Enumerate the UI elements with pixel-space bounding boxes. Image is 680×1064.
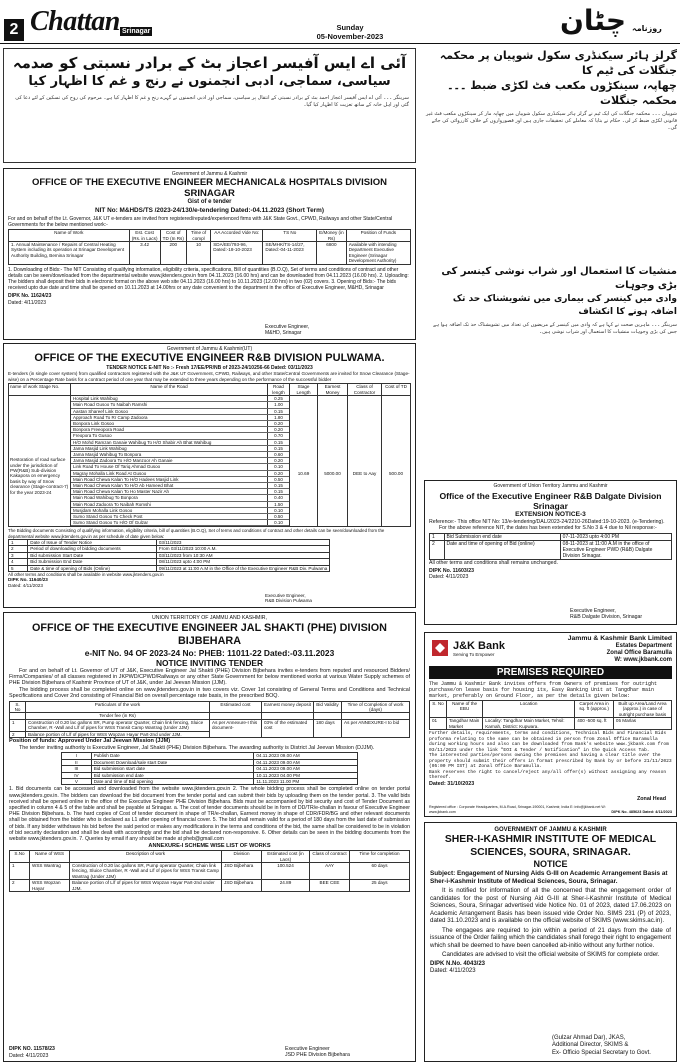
table-cell: Document Download/sale start Date: [91, 759, 254, 765]
road-name: Main Road Chewa Kalan To H/O Hadees Masjid Link: [73, 476, 179, 482]
work-desc: Restoration of road surface under the jurisdiction of PW(R&B) Sub-division Kakapora on emergency basis by way of Snow clearance (Stage-contract-7) for the year 2023-24: [10, 457, 69, 495]
road-length: 1.00: [267, 402, 289, 407]
table-cell: 4: [9, 559, 28, 565]
ad-notes: 1. Downloading of Bids:- The NIT Consisting of qualifying information, eligibility criteria, specifications, Bill of quantities (B.O.Q), Set of terms and conditions of contract and other details can be seen/downloaded from the departmental website www.jktenders.gov.in from 04.11.2023 (16.00 hrs) and can be downloaded from 04.11.2023 (16.00 hrs). 2. Uploading: The bidders shall deposit their bids in electronic format on the above web site 04.11.2023 (16.00 hrs) to 10.11.2023 (12.00 hrs) in two (02) covers. 3. Opening of Bids:- The bids received upto due date and time shall be opened on 10.11.2023 at 14.00hrs or any date convenient to the department in the office of Executive Engineer, M&HD, Srinagar: [8, 266, 409, 292]
class-col: [347, 383, 381, 527]
table-cell: 08-11-2023 at 11:00 A.M in the office of Executive Engineer PWD (R&B) Dalgate Division Srinagar.: [560, 540, 671, 559]
signature-line: R&B Division Pulwama: [265, 598, 312, 604]
road-name: Bonpora Freeopora Road: [73, 427, 125, 433]
table-cell: 2: [10, 731, 26, 737]
road-name: Aastan Shareef Link Gosoo: [73, 408, 129, 414]
ad-intro: E-tenders (in single cover system) from qualified contractors registered with the J&K UT Government, CPWD, Railways, and other State/Central Governments are invited for Snow Clearance (Stage-wise) on a Percentage Rate basis for a contract period of one year that may be extended to three years depending on the performance of the successful bidder: [8, 371, 410, 382]
col-header: Carpet Area in sq. ft (approx.): [575, 701, 614, 718]
edition-label: Srinagar: [122, 28, 151, 35]
table-cell: 11.11.2023 11.00 PM: [254, 779, 358, 785]
table-cell: Tangdhar Main Market: [446, 718, 482, 730]
table-cell: 05 Marlas: [613, 718, 671, 730]
col-header: Description of work: [70, 851, 222, 863]
table-cell: 25 days: [350, 880, 410, 892]
masthead-rule: [0, 43, 680, 44]
col-header: Name of the EBU: [446, 701, 482, 718]
road-name: Link Road To House Of Tariq Ahmad Gusoo: [73, 464, 161, 470]
annexure-title: ANNEXURE-I SCHEME WISE LIST OF WORKS: [148, 843, 271, 850]
table-cell: 10.11.2023 04.00 PM: [254, 772, 358, 778]
table-cell: Bid submission start date: [91, 766, 254, 772]
urdu-logo: چٹان: [560, 4, 627, 37]
table-cell: Date and time of opening of Bid (online): [444, 540, 560, 559]
table-cell: 03% of the estimated cost: [262, 719, 314, 737]
road-name: Hospital Link Wahibug: [73, 396, 118, 402]
col-header: S. No: [10, 701, 26, 713]
table-row: [9, 241, 411, 264]
table-cell: 10: [186, 241, 210, 264]
road-name: Jama Masjid Wahibug To Bonpora: [73, 452, 142, 458]
col-header: Time of Completion of work (days): [342, 701, 410, 713]
table-cell: AAY: [310, 863, 350, 880]
bank-reserve: Bank reserves the right to cancel/reject any/all offer(s) without assigning any reason thereof.: [429, 769, 667, 781]
table-cell: 1: [9, 539, 28, 545]
road-name: Main Road Chewa Kalan To H/O Ab Hameed Bhat: [73, 483, 174, 489]
road-length: 0.60: [267, 452, 289, 457]
signature-line: Executive Engineer,: [265, 323, 310, 330]
table-cell: 04.11.2023 09.00 AM: [254, 766, 358, 772]
road-name: Sumo Stand Gosoo To H/O Of Gulzar: [73, 520, 148, 526]
dipk-number: DIPK No. 11603/23: [429, 567, 474, 574]
table-cell: 1. Annual Maintenance / Repairs of Central Heating System including its operation at Srinagar Development Authority Building, Bemina Srinagar: [9, 241, 130, 264]
table-cell: I: [62, 753, 92, 759]
urdu-headline-2: سیاسی، سماجی، ادبی انجمنوں نے رنج و غم کا اظہار کیا: [28, 74, 391, 89]
road-length: 0.20: [267, 458, 289, 463]
signature-line: JSD PHE Division Bijbehara: [285, 1052, 350, 1059]
stage-col: [289, 383, 317, 527]
urdu-story-left: [3, 48, 416, 163]
urdu-body-right-2: سرینگر ۔۔۔ ماہرین صحت نے کہا ہے کہ وادی میں کینسر کے مریضوں کی تعداد میں تشویشناک حد تک اضافہ ہوا ہے جس کی بڑی وجوہات منشیات کا استعمال اور شراب نوشی ہیں۔: [433, 322, 677, 335]
bank-details: Further details, requirements, terms and conditions, Technical Bids and Financial Bids proforma relating to the same can be obtained in person from Zonal Office Baramulla during working hours and also can be downloaded from Bank's website www.jkbank.com from 03/11/2023 under the link "EOI & Tender / Notification" in the Quick Access Tab.: [429, 731, 669, 753]
ad-notice: NOTICE: [533, 859, 568, 869]
work-cell: [8, 383, 70, 527]
table-cell: 04.11.2023 09.00 AM: [254, 753, 358, 759]
ad-nit: TENDER NOTICE E-NIT No :- Fresh 17/EE/PR/NB of 2023-24/10256-66 Dated: 03/11/2023: [106, 365, 313, 372]
col-header: Particulars of the work: [26, 701, 210, 713]
table-cell: 04.11.2023 09.00 AM: [254, 759, 358, 765]
table-cell: 5: [9, 565, 28, 571]
works-table: [9, 701, 410, 738]
masthead-logo: Chattan: [30, 6, 120, 37]
signature-line: Ex- Officio Special Secretary to Govt.: [552, 1049, 651, 1056]
dipk-number: DIPK No. 11640/23: [8, 577, 48, 583]
table-cell: 2: [10, 880, 30, 892]
table-cell: 3.42: [129, 241, 160, 264]
col-header: Name of the Road: [150, 384, 188, 390]
ad-dated: Dated: 4/11/2023: [8, 299, 46, 306]
road-length: 0.20: [267, 421, 289, 426]
table-row: [62, 779, 358, 785]
road-name: Main Road Zadoora To Naibah Romshi: [73, 501, 151, 507]
road-length: 0.15: [267, 446, 289, 451]
masthead: [0, 0, 680, 44]
table-cell: Bid Submission End Date: [28, 559, 157, 565]
table-cell: 400 -500 sq. ft: [575, 718, 614, 730]
table-cell: 60 days: [350, 863, 410, 880]
col-header: Estimated cost: [210, 701, 262, 713]
table-cell: IV: [62, 772, 92, 778]
masthead-day: Sunday: [336, 23, 364, 32]
table-cell: SDA/EE/793-96, Dated:-18-10-2023: [211, 241, 263, 264]
road-length: 0.50: [267, 477, 289, 482]
premises-banner: PREMISES REQUIRED: [429, 666, 672, 679]
table-cell: V: [62, 779, 92, 785]
ad-jal-shakti: [3, 612, 416, 1062]
road-name: Main Road Chewa Kalan To Ho Master Nazir Ah: [73, 489, 169, 495]
ad-reference: Reference:- This office NIT No: 13/e-tendering/DAL/2023-24/2210-26Dated:19-10-2023. (e-Tendering).: [429, 519, 665, 526]
contractor-class: DEE to Aay: [352, 471, 377, 477]
road-length: 0.40: [267, 495, 289, 500]
ad-signature: [265, 593, 355, 604]
table-row: [9, 565, 330, 571]
col-header: Class of contract: [310, 851, 350, 863]
col-header: Stage Length: [290, 384, 317, 396]
table-cell: 3: [9, 552, 28, 558]
col-header: Built up Area/Land Area (approx.) in case of outright purchase basis: [613, 701, 671, 718]
ad-nit: NIT No: M&HDS/TS /2023-24/130/e-tendering Dated:-04.11.2023 (Short Term): [95, 206, 324, 214]
table-row: [10, 719, 410, 731]
col-header: Cost of TD: [382, 384, 410, 396]
table-cell: Date and time of Bid opening: [91, 779, 254, 785]
ad-title: OFFICE OF THE EXECUTIVE ENGINEER JAL SHAKTI (PHE) DIVISION BIJBEHARA: [32, 621, 387, 647]
ad-title: OFFICE OF THE EXECUTIVE ENGINEER R&B DIVISION PULWAMA.: [34, 352, 385, 365]
ad-govt: GOVERNMENT OF JAMMU & KASHMIR: [494, 827, 607, 833]
bank-hdr1: Jammu & Kashmir Bank Limited: [567, 635, 672, 642]
table-cell: BEE CEE: [310, 880, 350, 892]
annexure-table: [9, 850, 410, 892]
signature-line: Additional Director, SKIMS &: [552, 1042, 629, 1048]
bank-intro: The Jammu & Kashmir Bank invites offers from Owners of premises for outright purchase/on lease basis for housing its, Easy Banking Unit at Tangdhar main market, preferably on Ground Floor, as per the details given below:: [429, 681, 658, 699]
table-cell: 180 days: [314, 719, 342, 737]
masthead-date: 05-November-2023: [316, 32, 384, 41]
table-cell: SE/MHK/TS-14/27, Dated:-04-11-2023: [263, 241, 317, 264]
col-header: Time of compl: [186, 230, 210, 242]
ad-para: Candidates are advised to visit the official website of SKIMS for complete order.: [442, 951, 660, 959]
page-number: 2: [4, 19, 24, 41]
signature-line: Executive Engineer,: [265, 592, 306, 598]
road-name: Main Road Gusoo To Naibah Ramshi: [73, 402, 148, 408]
signature-line: Executive Engineer: [285, 1045, 330, 1052]
ad-dated: Dated: 4/11/2023: [8, 582, 43, 588]
urdu-headline: آئی اے ایس آفیسر اعجاز بٹ کے برادر نسبتی کو صدمہ: [12, 54, 407, 72]
urdu-body-right: شوپیان ۔۔۔ محکمہ جنگلات کی ایک ٹیم نے گرلز ہائر سیکنڈری سکول شوپیان میں چھاپہ مار کر سینکڑوں مکعب فٹ غیر قانونی لکڑی ضبط کر لی۔ حکام نے بتایا کہ معاملے کی تحقیقات جاری ہیں اور قصورواروں کے خلاف کارروائی کی جائے گی۔: [425, 111, 677, 131]
urdu-subhead: منشیات کا استعمال اور شراب نوشی کینسر کی بڑی وجوہات: [441, 266, 677, 291]
table-cell: Locality: Tangdhar Main Market, Tehsil: Karnah, District: Kupwara.: [483, 718, 575, 730]
earnest-col: [317, 383, 347, 527]
extension-table: [429, 533, 672, 560]
ad-authority: The tender inviting authority is Executive Engineer, Jal Shakti (PHE) Division Bijbehara. The awarding authority is District Jal Jeevan Mission (DJJM).: [19, 744, 375, 751]
table-cell: 6800: [317, 241, 347, 264]
table-cell: 100.524: [262, 863, 310, 880]
ad-para: The bidding process shall be completed online on www.jktenders.gov.in in two covers viz. Cover 1st consisting of General Terms and Conditions and Technical Specifications and Cover 2nd consisting of Financial Bid on overall percentage rate basis, in the prescribed BOQ.: [9, 686, 410, 700]
urdu-headline-right: گرلز ہائر سیکنڈری سکول شوپیان پر محکمہ جنگلات کی ٹیم کا: [439, 49, 677, 77]
col-header: S.No: [10, 851, 30, 863]
bank-hdr2: Estates Department: [615, 643, 672, 649]
table-cell: 01: [430, 718, 447, 730]
road-name: H/O Mohd Ramzan Ganaie Wahibug To H/O Shabir Ah Bhat Wahibug: [73, 439, 212, 445]
ad-subject: Subject: Engagement of Nursing Aids G-III on Academic Arrangement Basis at Sher-i-Kashmir Institute of Medical Sciences, Soura, Srinagar.: [430, 870, 668, 885]
ad-intro: For and on behalf of the Lt. Governor, J&K UT e-tenders are invited from registered/reputed/experienced firms with J&K State Govt., CPWD, Railways and other State/Central Governments for the below mentioned work:-: [8, 215, 393, 228]
col-header: name of work Stage No.: [9, 384, 70, 396]
road-length: 0.10: [267, 520, 289, 525]
signature-line: M&HD, Srinagar: [265, 329, 302, 336]
table-cell: Available with intending Department Executive Engineer (Srinagar Development Authority): [346, 241, 410, 264]
table-cell: As per ANNEXURE-I to bid: [342, 719, 410, 737]
bank-hdr3: Zonal Office Baramulla: [606, 650, 672, 656]
road-length: 0.70: [267, 433, 289, 438]
ad-govt: Government of Jammu & Kashmir(UT): [166, 346, 253, 352]
road-length: 0.15: [267, 489, 289, 494]
road-length: 0.10: [267, 508, 289, 513]
col-header: TS No: [263, 230, 317, 242]
table-cell: 2: [9, 546, 28, 552]
table-cell: 1: [430, 533, 445, 540]
col-header: Estimated cost (in Lacs): [262, 851, 310, 863]
ad-notice: NOTICE INVITING TENDER: [155, 657, 264, 668]
table-cell: 200: [160, 241, 186, 264]
road-name: Freopora To Gusoo: [73, 433, 112, 439]
ad-skims: [424, 822, 677, 1062]
ad-govt: Government of Union Territory Jammu and Kashmir: [493, 483, 608, 489]
ad-dated: Dated: 4/11/2023: [430, 968, 476, 975]
jkbank-logo: [431, 639, 505, 662]
table-cell: Bid submission Start Date: [28, 552, 157, 558]
ad-title: Office of the Executive Engineer R&B Dalgate Division: [439, 491, 662, 502]
table-cell: Date & time of opening of Bids (Online): [28, 565, 157, 571]
road-length: 0.20: [267, 427, 289, 432]
col-header: Road length: [267, 384, 289, 395]
bidding-note: The Bidding documents Consisting of qualifying information, eligibility criteria, bill of quantities (B.O.Q), Set of terms and conditions of contract and other details can be seen/downloaded from the departmental website www.jktenders.gov.in as per schedule of date given below:: [8, 528, 385, 539]
col-header: Cost of TD (In Rs): [160, 230, 186, 242]
ad-dated: Dated: 4/11/2023: [429, 574, 469, 581]
urdu-logo-label: روزنامہ: [632, 24, 662, 33]
cost-td: 500.00: [388, 471, 404, 477]
road-length: 0.15: [267, 409, 289, 414]
ad-signature: [285, 1046, 395, 1059]
table-cell: 1: [10, 863, 30, 880]
road-name: Bonpora Link Gosoo: [73, 421, 115, 427]
bank-tagline: Serving To Empower: [453, 652, 495, 657]
roads-col: [70, 383, 289, 527]
road-name: Approach Road To Rr Camp Zadoora: [73, 414, 148, 420]
table-cell: 24.89: [262, 880, 310, 892]
table-cell: Bid submission end date: [91, 772, 254, 778]
table-cell: 1: [10, 719, 26, 731]
table-cell: 09/11/2023 at 11:00 A.M in the Office of the Executive Engineer R&B Div. Pulwama: [156, 565, 330, 571]
ad-title: SHER-I-KASHMIR INSTITUTE OF MEDICAL: [444, 834, 657, 845]
ad-rb-dalgate: [424, 480, 677, 625]
table-cell: JSD Bijbehara: [222, 880, 262, 892]
col-header: Est. Cost (Rs. in Lacs): [129, 230, 160, 242]
signature-line: Executive Engineer,: [570, 607, 616, 614]
road-length: 0.15: [267, 483, 289, 488]
col-header: E/Money (in Rs): [317, 230, 347, 242]
ad-para: For and on behalf of Lt. Governor of UT of J&K, Executive Engineer Jal Shakti (PHE) Division Bijbehara invites e-tenders from reputed and resourced Bidders/ Firms/Companies/ of all classes registered in JKPWD/CPWD/Railways or any other State Government for below mentioned works at various Water Supply schemes of PHE Division Bijbehara of Kashmir Province of UT of J&K, under Jal Jeevan Mission (JJM).: [9, 667, 410, 687]
road-length: 0.10: [267, 464, 289, 469]
urdu-body: سرینگر ۔۔۔ آئی اے ایس آفیسر اعجاز احمد بٹ کے برادر نسبتی کے انتقال پر سیاسی، سماجی اور ادبی انجمنوں نے گہرے رنج و غم کا اظہار کیا ہے۔ مرحوم کی روح کی تسکین کے لئے دعا کی گئی اور اہل خانہ کے ساتھ تعزیت کا اظہار کیا گیا۔: [15, 95, 409, 108]
ad-rb-pulwama: [3, 343, 416, 608]
table-row: [430, 533, 672, 540]
table-cell: As per Annexure-I this document-: [210, 719, 262, 737]
table-cell: Publish Date: [91, 753, 254, 759]
road-row: [71, 520, 289, 526]
col-header: Location: [483, 701, 575, 718]
ad-title: OFFICE OF THE EXECUTIVE ENGINEER MECHANICAL& HOSPITALS DIVISION SRINAGAR: [31, 177, 388, 200]
td-col: [381, 383, 411, 527]
premises-table: [429, 700, 672, 730]
table-cell: Bid Submission end date: [444, 533, 560, 540]
col-header: Name of Work: [9, 230, 130, 242]
ad-notice: EXTENSION NOTICE-3: [515, 511, 586, 519]
bank-web: W: www.jkbank.com: [614, 657, 672, 663]
zonal-head: Zonal Head: [636, 796, 666, 802]
col-header: S. No: [430, 701, 447, 718]
table-row: [10, 863, 410, 880]
ad-govt: Government of Jammu & Kashmir: [171, 171, 248, 177]
table-row: [10, 880, 410, 892]
ad-signature: [265, 324, 355, 336]
ad-signature: [570, 608, 670, 620]
ad-other: All other terms and conditions shall remains unchanged.: [429, 559, 558, 566]
table-cell: Balance portion of L/f of pipes for WSS Wopzan Hayar Part-2nd under JJM.: [26, 731, 210, 737]
col-header: Class of Contractor: [348, 384, 381, 396]
ad-nit: e-NIT No. 94 OF 2023-24 No: PHEB: 11011-22 Dated:-03.11.2023: [84, 647, 335, 658]
ad-jkbank: [424, 632, 677, 817]
ad-govt: UNION TERRITORY OF JAMMU AND KASHMIR,: [152, 615, 267, 621]
table-cell: 07-11-2023 upto 4:00 PM: [560, 533, 671, 540]
ad-para: It is notified for information of all the concerned that the engagement order of candidates for the post of Nursing Aid G-III at Sher-i-Kashmir Institute of Medical Sciences, Soura, Srinagar advertised vide Notice No. 01 of 2023, dated 17.06.2023 on Academic Arrangement Basis has been issued vide Order No. SIMS 231 (P) of 2023, dated 31.10.2023 and is available on the official website of SKIMS (www.skims.ac.in).: [430, 887, 671, 925]
bank-dated: Dated: 31/10/2023: [429, 780, 475, 787]
footer-note: All other terms and conditions shall be available in website www.jktenders.gov.in: [8, 571, 164, 577]
table-cell: II: [62, 759, 92, 765]
earnest-money: 5000.00: [324, 471, 341, 477]
stage-length: 10.69: [297, 471, 310, 477]
ad-title-2: Srinagar: [533, 501, 568, 512]
ad-signature: [552, 1035, 670, 1058]
table-cell: WSS Wantrag: [30, 863, 70, 880]
road-name: Magray Mohalla Link Road At Gusoo: [73, 470, 147, 476]
ad-title-2: SCIENCES, SOURA, SRINAGAR.: [470, 846, 631, 858]
road-length: 1.50: [267, 502, 289, 507]
road-length: 0.25: [267, 396, 289, 401]
table-cell: From 03/11/2023 10:00 A.M.: [156, 546, 330, 552]
road-length: 1.80: [267, 415, 289, 420]
table-cell: III: [62, 766, 92, 772]
table-cell: Tender fee (in Rs): [26, 713, 210, 719]
col-header: Division: [222, 851, 262, 863]
dipk-number: DIPK No. 485623 Dated: 4/11/2023: [611, 810, 672, 814]
ad-table: [8, 229, 411, 264]
bank-footer: Registered office : Corporate Headquarters, M.A.Road, Srinagar-190001, Kashmir, India E: info@jkbank.net W: www.jkbank.com: [429, 805, 606, 814]
table-cell: WSS Wopzan Hayar: [30, 880, 70, 892]
col-header: Position of Funds: [346, 230, 410, 242]
dipk-number: DIPK NO. 11578/23: [9, 1046, 55, 1052]
col-header: Name of WSS: [30, 851, 70, 863]
urdu-story-right: [424, 48, 677, 428]
table-cell: Period of downloading of bidding documents: [28, 546, 157, 552]
road-name: Main Road Wahibug To Bonpora: [73, 495, 138, 501]
table-cell: 03/11/2023 from 10:30 AM: [156, 552, 330, 558]
bank-logo-icon: [431, 639, 449, 657]
table-cell: 08/11/2023 upto 4:00 PM: [156, 559, 330, 565]
table-cell: 2: [430, 540, 445, 559]
schedule-table: [8, 539, 330, 572]
table-cell: Construction of 0.20 lac gallons SR, Pump operator Quarter, Chain link fencing, Sluice Chamber, R -Wall and L/f of pipes for WSS Transit Camp Wantrag (Under JJM): [70, 863, 222, 880]
position-funds: Position of funds: Approved Under Jal Jeevan Mission (JJM): [9, 737, 171, 744]
ad-terms: 1. Bid documents can be accessed and downloaded from the website www.jktenders.gov.in 2. The whole bidding process shall be completed online on tender portal www.jktenders.gov.in. The bidders can download the bid document from the tender portal and can submit their bids by uploading them on the tender portal. 3. The valid bids received shall be opened online in the office of the Executive Engineer PHE Division Bijbehara. Bids must be accompanied by bid security and cost of Tender Document as specified in column 4 & 5 of the table and shall be payable at Srinagar. a. The cost of tender documents should be in form of DD/TR/e-challan in favour of Executive Engineer PHE Division Bijbehara. b. The hard copies of Cost of tender document in shape of TR/e-challan, Earnest money in shape of CDR/FDR/BG and other relevant documents shall be obtained from the bidder who is declared as L1 after opening of financial cover. 5. The bid shall remain valid for a period of 180 days from the last date of submission of bids. If any bidder withdraws his bid before the said period or makes any modifications in the terms and conditions of the bid, the same shall be considered to be in violation of bid security declaration and shall be dealt with accordingly and the bid shall be declared non-responsive. 6. Other details can be seen in the bidding documents from the website www.jktenders.gov.in. 7. Queries by email if any should be made at pheb@gmail.com: [9, 786, 410, 843]
road-name: Jama Masjid Link Wahibug: [73, 445, 127, 451]
road-length: 0.20: [267, 471, 289, 476]
bank-interested: The interested parties/persons owning the premises and having a clear title over the property should submit their offers in format prescribed by Bank by or before 21/11/2023 (05:00 PM IST) at Zonal Office Baramulla.: [429, 753, 672, 770]
road-name: Musjdam Mohalla Link Gosoo: [73, 507, 133, 513]
road-name: Sumo Stand Gosoo To Check Post: [73, 514, 143, 520]
ad-subtitle: Gist of e tender: [187, 199, 232, 206]
road-name: Jama Masjid Zadoora To H/O Manzoor Ah Ganaie: [73, 458, 173, 464]
dipk-number: DIPK No. 11624/23: [8, 293, 52, 300]
urdu-headline-right-2: چھاپہ، سینکڑوں مکعب فٹ لکڑی ضبط ۔۔۔ محکمہ جنگلات: [447, 79, 677, 107]
ad-para: The engagees are required to join within a period of 21 days from the date of issuance of the Order failing which the candidates shall forego their right to engagement which shall be deemed to have been cancelled ab-initio without any further notice.: [430, 926, 671, 949]
col-header: Earnest Money: [318, 384, 347, 396]
table-cell: Date of Issue of Tender Notice: [28, 539, 157, 545]
col-header: Time for completion: [350, 851, 410, 863]
phe-schedule: [61, 752, 358, 785]
dipk-number: DIPK N.No. 4043/23: [430, 960, 486, 967]
ad-mechanical-hospitals: [3, 168, 416, 340]
roads-list: [71, 396, 289, 526]
table-cell: 03/11/2023: [156, 539, 330, 545]
col-header: AA Accorded Vide No:: [211, 230, 263, 242]
table-cell: JSD Bijbehara: [222, 863, 262, 880]
col-header: Bid Validity: [314, 701, 342, 713]
ad-dated: Dated: 4/11/2023: [9, 1053, 49, 1059]
col-header: Earnest money deposit: [262, 701, 314, 713]
table-row: [430, 540, 672, 559]
bank-name: J&K Bank: [453, 640, 505, 652]
signature-line: (Gulzar Ahmad Dar), JKAS,: [552, 1034, 626, 1041]
table-row: [430, 718, 672, 730]
road-length: 0.15: [267, 440, 289, 445]
signature-line: R&B Dalgate Division, Srinagar: [570, 613, 643, 620]
urdu-subhead-2: وادی میں کینسر کی بیماری میں تشویشناک حد تک اضافہ ہونے کا انکشاف: [452, 294, 677, 317]
table-cell: Balance portion of L/f of pipes for WSS Wopzan Hayar Part-2nd under JJM.: [70, 880, 222, 892]
ad-intro: For the above reference NIT, the dates has been extended for S.No 3 & 4 due to Nil response:-: [439, 525, 657, 532]
road-length: 0.50: [267, 514, 289, 519]
roads-table: [8, 383, 411, 527]
table-cell: Construction of 0.20 lac gallons SR, Pump operator Quarter, Chain link fencing, Sluice Chamber, R -Wall and L/f of pipes for WSS Transit Camp Wantrag (Under JJM): [26, 719, 210, 731]
